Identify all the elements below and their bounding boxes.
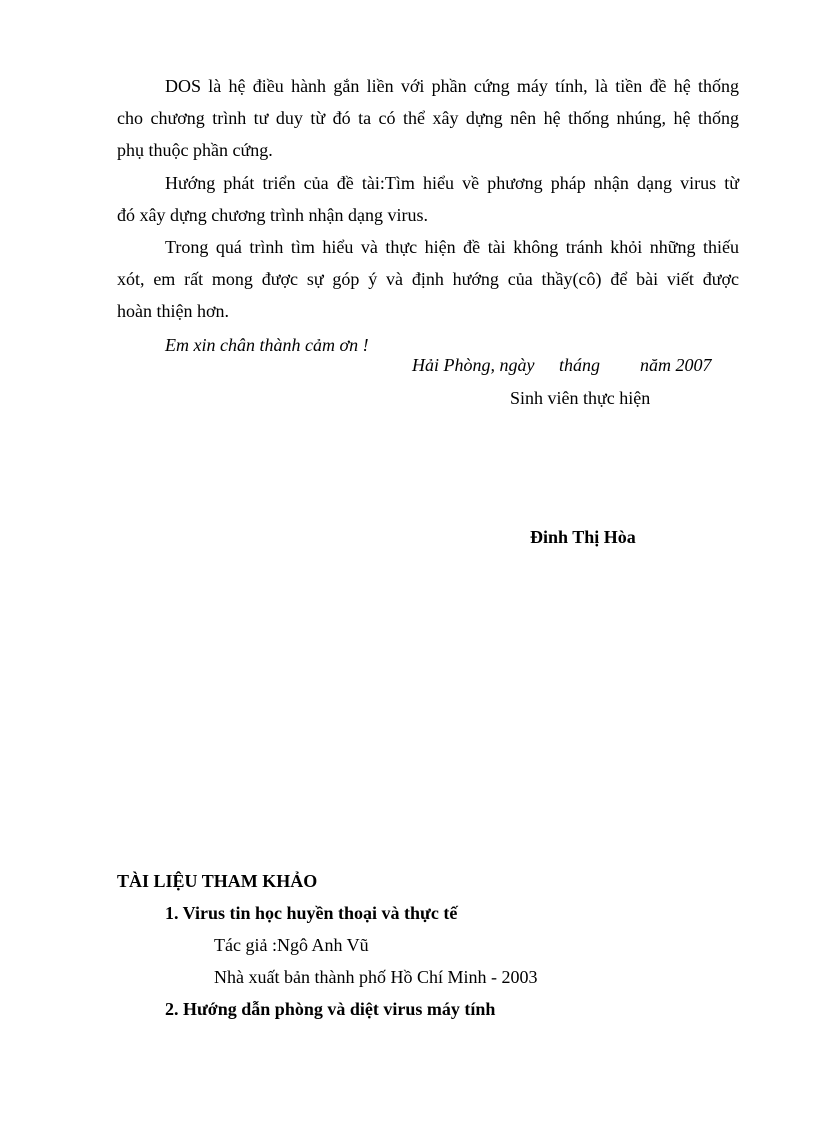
signer-role: Sinh viên thực hiện (510, 388, 651, 408)
reference-title: 2. Hướng dẫn phòng và diệt virus máy tính (165, 999, 496, 1019)
paragraph-line: xót, em rất mong được sự góp ý và định hướng của thầy(cô) để bài viết được (117, 269, 739, 289)
paragraph-direction (117, 167, 739, 231)
date-month: tháng (559, 355, 601, 375)
paragraph-line: phụ thuộc phần cứng. (117, 140, 273, 160)
paragraph-line: đó xây dựng chương trình nhận dạng virus. (117, 205, 428, 225)
reference-author: Tác giả :Ngô Anh Vũ (214, 935, 369, 955)
references-heading: TÀI LIỆU THAM KHẢO (117, 871, 318, 891)
paragraph-thanks-intro (117, 231, 739, 327)
paragraph-line: DOS là hệ điều hành gắn liền với phần cứng máy tính, là tiền đề hệ thống (165, 76, 739, 96)
paragraph-line: Trong quá trình tìm hiểu và thực hiện đề tài không tránh khỏi những thiếu (165, 237, 739, 257)
paragraph-line: Hướng phát triển của đề tài:Tìm hiểu về phương pháp nhận dạng virus từ (165, 173, 739, 193)
reference-title: 1. Virus tin học huyền thoại và thực tế (165, 903, 458, 923)
paragraph-dos (117, 70, 739, 166)
reference-publisher: Nhà xuất bản thành phố Hồ Chí Minh - 2003 (214, 967, 538, 987)
paragraph-line: cho chương trình tư duy từ đó ta có thể xây dựng nên hệ thống nhúng, hệ thống (117, 108, 739, 128)
signer-name: Đinh Thị Hòa (530, 527, 636, 547)
date-place: Hải Phòng, ngày (412, 355, 535, 375)
paragraph-line: hoàn thiện hơn. (117, 301, 229, 321)
thanks-line: Em xin chân thành cảm ơn ! (165, 335, 369, 355)
date-year: năm 2007 (640, 355, 712, 375)
